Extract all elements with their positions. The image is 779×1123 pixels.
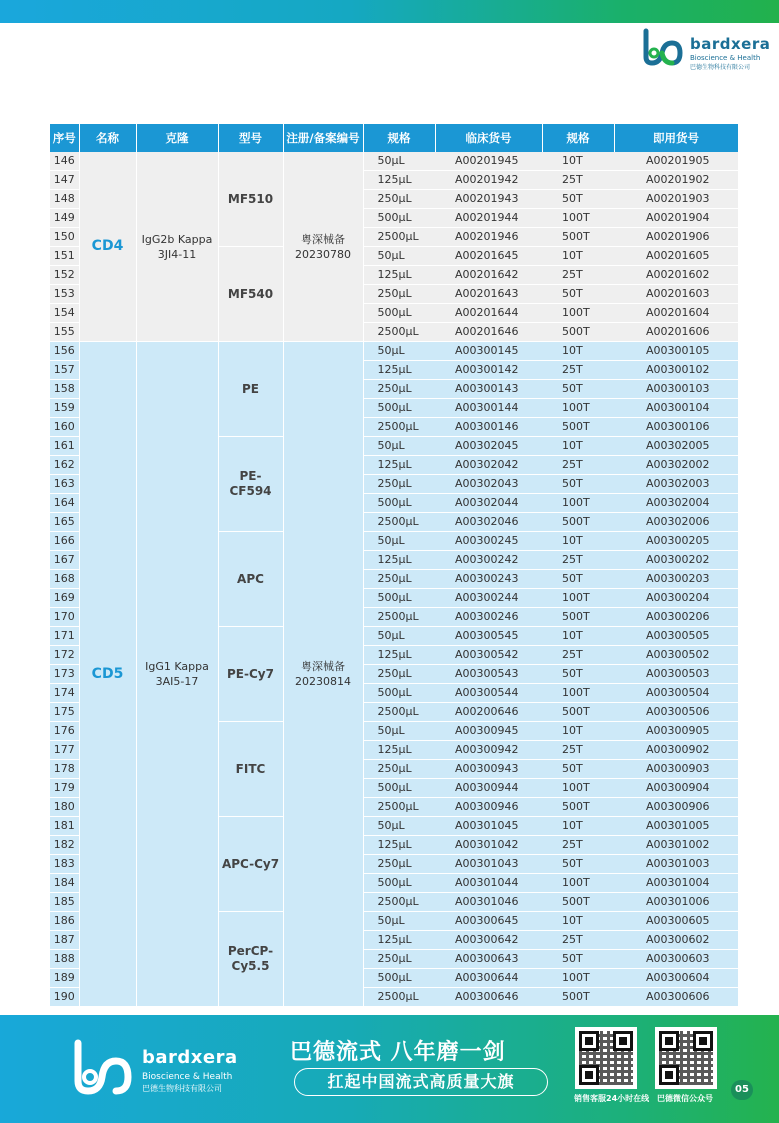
spec-ready: 10T: [542, 342, 614, 361]
spec-clinical: 500μL: [363, 399, 435, 418]
ready-sku: A00201604: [614, 304, 738, 323]
ready-sku: A00300906: [614, 798, 738, 817]
slogan-line2: 扛起中国流式高质量大旗: [294, 1068, 548, 1096]
spec-clinical: 125μL: [363, 456, 435, 475]
ready-sku: A00300105: [614, 342, 738, 361]
row-index: 152: [50, 266, 79, 285]
header-spec-ready: 规格: [542, 124, 614, 152]
spec-ready: 100T: [542, 589, 614, 608]
model-name: [218, 912, 283, 1007]
spec-ready: 100T: [542, 874, 614, 893]
header-name: 名称: [79, 124, 136, 152]
model-name-line: FITC: [235, 761, 266, 776]
spec-clinical: 250μL: [363, 760, 435, 779]
row-index: 147: [50, 171, 79, 190]
clinical-sku: A00300246: [435, 608, 542, 627]
brand-logo-footer: [70, 1037, 240, 1097]
spec-clinical: 500μL: [363, 969, 435, 988]
spec-ready: 50T: [542, 380, 614, 399]
clinical-sku: A00302043: [435, 475, 542, 494]
spec-ready: 50T: [542, 475, 614, 494]
model-name: [218, 152, 283, 247]
row-index: 166: [50, 532, 79, 551]
clinical-sku: A00302046: [435, 513, 542, 532]
row-index: 159: [50, 399, 79, 418]
spec-ready: 50T: [542, 665, 614, 684]
header-model: 型号: [218, 124, 283, 152]
row-index: 178: [50, 760, 79, 779]
ready-sku: A00201603: [614, 285, 738, 304]
clinical-sku: A00201942: [435, 171, 542, 190]
row-index: 190: [50, 988, 79, 1007]
clone-id: 3AI5-17: [155, 675, 199, 688]
clinical-sku: A00201945: [435, 152, 542, 171]
ready-sku: A00201903: [614, 190, 738, 209]
spec-ready: 500T: [542, 798, 614, 817]
spec-ready: 50T: [542, 570, 614, 589]
page-number: 05: [731, 1080, 753, 1100]
spec-ready: 25T: [542, 266, 614, 285]
row-index: 181: [50, 817, 79, 836]
spec-clinical: 250μL: [363, 285, 435, 304]
clinical-sku: A00201944: [435, 209, 542, 228]
ready-sku: A00300102: [614, 361, 738, 380]
row-index: 182: [50, 836, 79, 855]
clinical-sku: A00300145: [435, 342, 542, 361]
spec-ready: 25T: [542, 646, 614, 665]
row-index: 175: [50, 703, 79, 722]
spec-clinical: 125μL: [363, 646, 435, 665]
spec-clinical: 50μL: [363, 437, 435, 456]
ready-sku: A00300206: [614, 608, 738, 627]
spec-ready: 500T: [542, 418, 614, 437]
ready-sku: A00301005: [614, 817, 738, 836]
clinical-sku: A00301045: [435, 817, 542, 836]
registration-number: [283, 342, 363, 1007]
brand-mark-white-icon: [70, 1037, 136, 1097]
ready-sku: A00300905: [614, 722, 738, 741]
ready-sku: A00300205: [614, 532, 738, 551]
spec-clinical: 50μL: [363, 627, 435, 646]
brand-cn-sub: 巴德生物科技有限公司: [690, 64, 751, 71]
clinical-sku: A00300142: [435, 361, 542, 380]
spec-clinical: 125μL: [363, 361, 435, 380]
clinical-sku: A00300645: [435, 912, 542, 931]
spec-ready: 25T: [542, 931, 614, 950]
registration-line1: 粤深械备: [301, 660, 345, 673]
row-index: 154: [50, 304, 79, 323]
table-body: [50, 152, 738, 1007]
spec-clinical: 250μL: [363, 665, 435, 684]
header-spec-clinical: 规格: [363, 124, 435, 152]
spec-clinical: 2500μL: [363, 798, 435, 817]
ready-sku: A00301006: [614, 893, 738, 912]
clinical-sku: A00300943: [435, 760, 542, 779]
spec-ready: 10T: [542, 152, 614, 171]
clinical-sku: A00300945: [435, 722, 542, 741]
spec-clinical: 500μL: [363, 684, 435, 703]
row-index: 188: [50, 950, 79, 969]
spec-clinical: 500μL: [363, 304, 435, 323]
footer-brand-en-sub: Bioscience & Health: [142, 1072, 233, 1082]
brand-en-sub: Bioscience & Health: [690, 54, 761, 62]
clinical-sku: A00301043: [435, 855, 542, 874]
registration-line2: 20230780: [295, 247, 351, 261]
ready-sku: A00301004: [614, 874, 738, 893]
row-index: 158: [50, 380, 79, 399]
spec-clinical: 125μL: [363, 931, 435, 950]
spec-clinical: 2500μL: [363, 608, 435, 627]
spec-ready: 10T: [542, 532, 614, 551]
spec-ready: 500T: [542, 608, 614, 627]
clinical-sku: A00300944: [435, 779, 542, 798]
ready-sku: A00300604: [614, 969, 738, 988]
ready-sku: A00300506: [614, 703, 738, 722]
model-name-line: PE: [242, 381, 259, 396]
spec-ready: 25T: [542, 456, 614, 475]
spec-ready: 25T: [542, 741, 614, 760]
spec-ready: 500T: [542, 988, 614, 1007]
ready-sku: A00302005: [614, 437, 738, 456]
spec-clinical: 2500μL: [363, 323, 435, 342]
model-name: [218, 817, 283, 912]
brand-logo-top: [640, 27, 770, 69]
ready-sku: A00301002: [614, 836, 738, 855]
clinical-sku: A00300146: [435, 418, 542, 437]
ready-sku: A00300203: [614, 570, 738, 589]
clinical-sku: A00300245: [435, 532, 542, 551]
clinical-sku: A00301046: [435, 893, 542, 912]
ready-sku: A00302003: [614, 475, 738, 494]
ready-sku: A00300603: [614, 950, 738, 969]
footer-brand-name: bardxera: [142, 1047, 238, 1068]
header-ready-sku: 即用货号: [614, 124, 738, 152]
row-index: 185: [50, 893, 79, 912]
header-clone: 克隆: [136, 124, 218, 152]
clinical-sku: A00302044: [435, 494, 542, 513]
row-index: 156: [50, 342, 79, 361]
clone-isotype: IgG2b Kappa: [141, 232, 213, 246]
ready-sku: A00201606: [614, 323, 738, 342]
model-name: [218, 722, 283, 817]
ready-sku: A00201904: [614, 209, 738, 228]
spec-ready: 100T: [542, 304, 614, 323]
model-name-line: MF540: [227, 286, 274, 301]
spec-clinical: 50μL: [363, 817, 435, 836]
clone-id: 3JI4-11: [157, 247, 197, 261]
product-table: [50, 124, 739, 1007]
spec-clinical: 250μL: [363, 570, 435, 589]
row-index: 168: [50, 570, 79, 589]
spec-clinical: 2500μL: [363, 703, 435, 722]
row-index: 174: [50, 684, 79, 703]
row-index: 153: [50, 285, 79, 304]
spec-clinical: 50μL: [363, 152, 435, 171]
clinical-sku: A00301042: [435, 836, 542, 855]
ready-sku: A00201605: [614, 247, 738, 266]
table-header-row: [50, 124, 738, 152]
spec-clinical: 250μL: [363, 380, 435, 399]
row-index: 150: [50, 228, 79, 247]
model-name: [218, 532, 283, 627]
row-index: 183: [50, 855, 79, 874]
spec-clinical: 50μL: [363, 722, 435, 741]
spec-clinical: 125μL: [363, 551, 435, 570]
clone-info: [136, 342, 218, 1007]
spec-clinical: 2500μL: [363, 228, 435, 247]
ready-sku: A00302002: [614, 456, 738, 475]
spec-ready: 500T: [542, 893, 614, 912]
clinical-sku: A00201943: [435, 190, 542, 209]
header-clinical-sku: 临床货号: [435, 124, 542, 152]
ready-sku: A00300104: [614, 399, 738, 418]
top-gradient-bar: [0, 0, 779, 23]
clinical-sku: A00300544: [435, 684, 542, 703]
ready-sku: A00300505: [614, 627, 738, 646]
qr-wechat-label: 巴德微信公众号: [657, 1094, 713, 1103]
qr-code-sales: [575, 1027, 637, 1089]
ready-sku: A00300502: [614, 646, 738, 665]
row-index: 179: [50, 779, 79, 798]
slogan-line1: 巴德流式 八年磨一剑: [290, 1040, 506, 1065]
model-name-line: APC-Cy7: [221, 856, 280, 871]
clinical-sku: A00201643: [435, 285, 542, 304]
registration-line2: 20230814: [295, 675, 351, 688]
spec-ready: 100T: [542, 399, 614, 418]
clinical-sku: A00301044: [435, 874, 542, 893]
spec-ready: 500T: [542, 323, 614, 342]
ready-sku: A00300103: [614, 380, 738, 399]
header-registration: 注册/备案编号: [283, 124, 363, 152]
row-index: 163: [50, 475, 79, 494]
spec-clinical: 250μL: [363, 190, 435, 209]
clinical-sku: A00300242: [435, 551, 542, 570]
spec-ready: 10T: [542, 627, 614, 646]
spec-ready: 10T: [542, 722, 614, 741]
clinical-sku: A00201946: [435, 228, 542, 247]
spec-clinical: 125μL: [363, 171, 435, 190]
clinical-sku: A00300646: [435, 988, 542, 1007]
row-index: 177: [50, 741, 79, 760]
row-index: 173: [50, 665, 79, 684]
clinical-sku: A00300942: [435, 741, 542, 760]
footer-banner: [0, 1015, 779, 1123]
clinical-sku: A00300543: [435, 665, 542, 684]
clinical-sku: A00302042: [435, 456, 542, 475]
spec-ready: 100T: [542, 684, 614, 703]
row-index: 161: [50, 437, 79, 456]
registration-line1: 粤深械备: [301, 232, 345, 246]
row-index: 187: [50, 931, 79, 950]
spec-clinical: 500μL: [363, 209, 435, 228]
ready-sku: A00201905: [614, 152, 738, 171]
spec-ready: 25T: [542, 361, 614, 380]
clinical-sku: A00201642: [435, 266, 542, 285]
spec-clinical: 50μL: [363, 912, 435, 931]
brand-name: bardxera: [690, 35, 771, 53]
ready-sku: A00300106: [614, 418, 738, 437]
clone-isotype: IgG1 Kappa: [145, 660, 209, 673]
spec-clinical: 250μL: [363, 855, 435, 874]
spec-clinical: 2500μL: [363, 513, 435, 532]
spec-ready: 25T: [542, 836, 614, 855]
row-index: 169: [50, 589, 79, 608]
row-index: 184: [50, 874, 79, 893]
ready-sku: A00302006: [614, 513, 738, 532]
spec-ready: 50T: [542, 760, 614, 779]
spec-ready: 100T: [542, 209, 614, 228]
spec-ready: 10T: [542, 247, 614, 266]
ready-sku: A00201906: [614, 228, 738, 247]
row-index: 186: [50, 912, 79, 931]
header-index: 序号: [50, 124, 79, 152]
row-index: 157: [50, 361, 79, 380]
spec-clinical: 500μL: [363, 589, 435, 608]
table-row: [50, 342, 738, 361]
spec-clinical: 2500μL: [363, 893, 435, 912]
ready-sku: A00300904: [614, 779, 738, 798]
row-index: 151: [50, 247, 79, 266]
ready-sku: A00300902: [614, 741, 738, 760]
row-index: 170: [50, 608, 79, 627]
ready-sku: A00201602: [614, 266, 738, 285]
row-index: 189: [50, 969, 79, 988]
spec-ready: 100T: [542, 969, 614, 988]
model-name-line: PerCP-: [227, 944, 274, 958]
clinical-sku: A00300144: [435, 399, 542, 418]
model-name: [218, 342, 283, 437]
spec-ready: 100T: [542, 779, 614, 798]
spec-ready: 50T: [542, 190, 614, 209]
spec-ready: 25T: [542, 171, 614, 190]
row-index: 155: [50, 323, 79, 342]
product-name: CD5: [79, 342, 136, 1007]
clinical-sku: A00300542: [435, 646, 542, 665]
spec-ready: 25T: [542, 551, 614, 570]
model-name: [218, 437, 283, 532]
spec-ready: 500T: [542, 703, 614, 722]
brand-mark-icon: [640, 27, 686, 67]
spec-clinical: 50μL: [363, 532, 435, 551]
ready-sku: A00300605: [614, 912, 738, 931]
row-index: 167: [50, 551, 79, 570]
model-name-line: PE-Cy7: [227, 666, 274, 681]
spec-clinical: 125μL: [363, 266, 435, 285]
clinical-sku: A00201645: [435, 247, 542, 266]
qr-code-wechat: [655, 1027, 717, 1089]
ready-sku: A00300202: [614, 551, 738, 570]
spec-clinical: 125μL: [363, 741, 435, 760]
clinical-sku: A00300644: [435, 969, 542, 988]
clone-info: [136, 152, 218, 342]
spec-ready: 10T: [542, 817, 614, 836]
clinical-sku: A00300642: [435, 931, 542, 950]
model-name: [218, 627, 283, 722]
footer-brand-cn-sub: 巴德生物科技有限公司: [142, 1084, 222, 1093]
ready-sku: A00300503: [614, 665, 738, 684]
ready-sku: A00300504: [614, 684, 738, 703]
spec-ready: 500T: [542, 228, 614, 247]
product-name: CD4: [79, 152, 136, 342]
clinical-sku: A00302045: [435, 437, 542, 456]
row-index: 180: [50, 798, 79, 817]
row-index: 164: [50, 494, 79, 513]
spec-clinical: 500μL: [363, 874, 435, 893]
row-index: 160: [50, 418, 79, 437]
spec-clinical: 250μL: [363, 950, 435, 969]
registration-number: [283, 152, 363, 342]
spec-ready: 50T: [542, 950, 614, 969]
row-index: 149: [50, 209, 79, 228]
spec-ready: 50T: [542, 285, 614, 304]
spec-clinical: 2500μL: [363, 418, 435, 437]
row-index: 148: [50, 190, 79, 209]
row-index: 162: [50, 456, 79, 475]
row-index: 146: [50, 152, 79, 171]
spec-clinical: 50μL: [363, 247, 435, 266]
row-index: 165: [50, 513, 79, 532]
spec-clinical: 125μL: [363, 836, 435, 855]
spec-clinical: 250μL: [363, 475, 435, 494]
qr-sales-label: 销售客服24小时在线: [574, 1094, 650, 1103]
spec-ready: 500T: [542, 513, 614, 532]
spec-ready: 10T: [542, 912, 614, 931]
spec-clinical: 500μL: [363, 494, 435, 513]
spec-ready: 50T: [542, 855, 614, 874]
table-row: [50, 152, 738, 171]
model-name: [218, 247, 283, 342]
ready-sku: A00301003: [614, 855, 738, 874]
clinical-sku: A00201646: [435, 323, 542, 342]
spec-ready: 10T: [542, 437, 614, 456]
spec-clinical: 2500μL: [363, 988, 435, 1007]
clinical-sku: A00300545: [435, 627, 542, 646]
ready-sku: A00300602: [614, 931, 738, 950]
ready-sku: A00302004: [614, 494, 738, 513]
model-name-line: APC: [237, 571, 264, 586]
spec-ready: 100T: [542, 494, 614, 513]
clinical-sku: A00300243: [435, 570, 542, 589]
ready-sku: A00300903: [614, 760, 738, 779]
model-name-line: Cy5.5: [231, 959, 270, 973]
clinical-sku: A00200646: [435, 703, 542, 722]
row-index: 176: [50, 722, 79, 741]
clinical-sku: A00201644: [435, 304, 542, 323]
row-index: 172: [50, 646, 79, 665]
clinical-sku: A00300946: [435, 798, 542, 817]
clinical-sku: A00300643: [435, 950, 542, 969]
model-name-line: PE-CF594: [229, 469, 272, 498]
clinical-sku: A00300143: [435, 380, 542, 399]
spec-clinical: 500μL: [363, 779, 435, 798]
ready-sku: A00300204: [614, 589, 738, 608]
clinical-sku: A00300244: [435, 589, 542, 608]
row-index: 171: [50, 627, 79, 646]
spec-clinical: 50μL: [363, 342, 435, 361]
ready-sku: A00201902: [614, 171, 738, 190]
model-name-line: MF510: [227, 191, 274, 206]
ready-sku: A00300606: [614, 988, 738, 1007]
